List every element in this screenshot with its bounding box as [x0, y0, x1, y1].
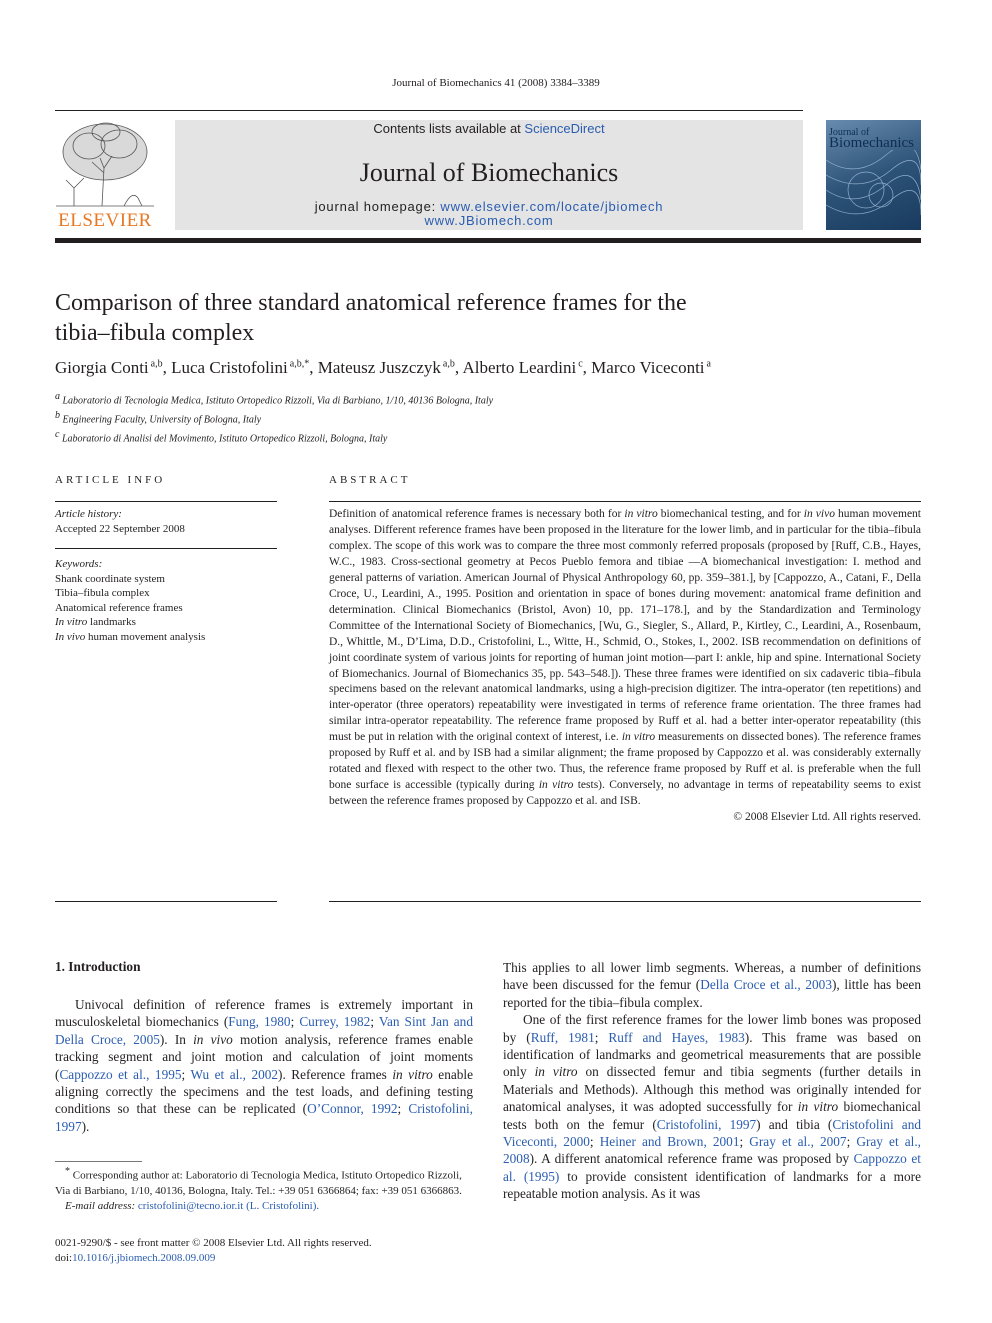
journal-title: Journal of Biomechanics	[359, 158, 619, 187]
citation-link[interactable]: Cappozzo et al. (1995)	[503, 1151, 921, 1184]
homepage-link-elsevier[interactable]: www.elsevier.com/locate/jbiomech	[440, 199, 664, 214]
keywords-block	[55, 557, 277, 644]
author-name: Alberto Leardini	[462, 358, 577, 377]
citation-link[interactable]: Della Croce et al., 2003	[700, 977, 832, 993]
article-info-rule	[55, 501, 277, 502]
keywords-list	[55, 572, 277, 645]
citation-link[interactable]: Wu et al., 2002	[190, 1066, 279, 1082]
affiliation-text: Laboratorio di Analisi del Movimento, Istituto Ortopedico Rizzoli, Bologna, Italy	[61, 432, 388, 444]
email-label: E-mail address:	[65, 1199, 138, 1212]
article-title-line1: Comparison of three standard anatomical reference frames for the	[55, 290, 687, 316]
affiliation-text: Laboratorio di Tecnologia Medica, Istituto Ortopedico Rizzoli, Via di Barbiano, 1/10, 40136 Bologna, Italy	[62, 395, 494, 407]
email-link[interactable]: cristofolini@tecno.ior.it	[137, 1199, 244, 1212]
abstract-copyright: © 2008 Elsevier Ltd. All rights reserved.	[733, 811, 921, 824]
cover-top-bar	[826, 110, 921, 120]
keyword: In vivo human movement analysis	[55, 630, 206, 643]
email-owner[interactable]: (L. Cristofolini).	[246, 1199, 320, 1212]
abstract-body	[329, 507, 921, 826]
sciencedirect-link[interactable]: ScienceDirect	[524, 121, 605, 136]
header-rule	[55, 110, 803, 111]
intro-paragraph-right-1: This applies to all lower limb segments. Whereas, a number of definitions have been discussed for the femur (Della Croce et al., 2003), little has been reported for the tibia–fibula complex.	[503, 960, 921, 1010]
abstract-bottom-rule	[329, 901, 921, 902]
article-history	[55, 507, 277, 536]
article-info-heading: ARTICLE INFO	[55, 474, 166, 486]
keyword: Tibia–fibula complex	[55, 587, 150, 599]
author-affil-sup: a	[704, 358, 711, 370]
author-name: Marco Viceconti	[591, 358, 705, 377]
cover-title-line1: Journal of	[829, 127, 870, 138]
author-name: Luca Cristofolini	[171, 358, 288, 377]
cover-title-line2: Biomechanics	[829, 135, 914, 151]
contents-prefix: Contents lists available at	[373, 121, 525, 136]
article-info-bottom-rule	[55, 901, 277, 902]
citation-link[interactable]: Gray et al., 2007	[749, 1134, 847, 1150]
keywords-rule	[55, 548, 277, 549]
keyword: Anatomical reference frames	[55, 601, 183, 614]
abstract-rule	[329, 501, 921, 502]
affiliation-key: a	[55, 391, 63, 402]
cover-art-icon	[826, 150, 921, 230]
citation-link[interactable]: Cristofolini, 1997	[656, 1116, 757, 1132]
keyword: Shank coordinate system	[55, 572, 165, 585]
keyword: In vitro landmarks	[55, 616, 136, 628]
citation-link[interactable]: Van Sint Jan and Della Croce, 2005	[55, 1014, 473, 1047]
footnote-star: *	[65, 1166, 70, 1177]
author-list: Giorgia Conti $^{a,b}$, Luca Cristofolini $^{a,b,*}$, Mateusz Juszczyk $^{a,b}$, Alberto Leardini $^c$, Marco Viceconti $^a$	[55, 358, 711, 377]
elsevier-tree-icon	[54, 118, 156, 210]
footnote-rule	[55, 1161, 142, 1162]
introduction-heading: 1. Introduction	[55, 959, 141, 974]
running-head: Journal of Biomechanics 41 (2008) 3384–3389	[392, 77, 600, 89]
page-footer	[55, 1236, 372, 1266]
article-title-line2: tibia–fibula complex	[55, 320, 255, 346]
keywords-label: Keywords:	[55, 558, 103, 570]
citation-link[interactable]: Ruff and Hayes, 1983	[608, 1029, 745, 1045]
citation-link[interactable]: Currey, 1982	[299, 1014, 371, 1030]
abstract-heading: ABSTRACT	[329, 474, 411, 486]
author-affil-sup: c	[576, 358, 583, 370]
author-name: Giorgia Conti	[55, 358, 149, 377]
issn-line: 0021-9290/$ - see front matter © 2008 Elsevier Ltd. All rights reserved.	[55, 1237, 372, 1249]
author-affil-sup: a,b,*	[287, 358, 310, 370]
abstract-text: Definition of anatomical reference frames is necessary both for in vitro biomechanical testing, and for in vivo human movement analyses. Different reference frames have been proposed in the literature for the lower limb, and in particular for the tibia–fibula complex. The scope of this work was to compare the three most commonly referred proposals (proposed by [Ruff, C.B., Hayes, W.C., 1983. Cross-sectional geometry at Pecos Pueblo femora and tibiae —A biomechanical investigation: I. method and general patterns of variation. American Journal of Physical Anthropology 60, pp. 359–381.], by [Cappozzo, A., Catani, F., Della Croce, U., Leardini, A., 1995. Position and orientation in space of bones during movement: anatomical frame definition and determination. Clinical Biomechanics (Bristol, Avon) 10, pp. 171–178.], and by the Standardization and Terminology Committee of the International Society of Biomechanics, [Wu, G., Siegler, S., Allard, P., Kirtley, C., Leardini, A., Rosenbaum, D., Whittle, M., D’Lima, D.D., Cristofolini, L., Witte, H., Schmid, O., Stokes, I., 2002. ISB recommendation on definitions of joint coordinate system of various joints for reporting of human joint motion—part I: ankle, hip and spine. International Society of Biomechanics. Journal of Biomechanics 35, pp. 543–548.]). These three frames were identified on six cadaveric tibia–fibula specimens based on the relevant anatomical landmarks, using a high-precision digitizer. The intra-operator (ten repetitions) and inter-operator (three operators) repeatability were investigated in terms of reference frame orientation. The three frames had similar intra-operator repeatability. The reference frame proposed by Ruff et al. had a better inter-operator repeatability (this must be put in relation with the original context of interest, i.e. in vitro measurements on dissected bones). The reference frames proposed by Ruff et al. and by ISB had a similar alignment; the frame proposed by Cappozzo et al. was considerably externally rotated and flexed with respect to the other two. Thus, the reference frame proposed by Ruff et al. is preferable when the full bone surface is accessible (typically during in vitro tests). Conversely, no advantage in terms of repeatability seems to exist between the reference frames proposed by Cappozzo et al. and ISB.	[329, 508, 921, 808]
affiliation-key: c	[55, 428, 62, 440]
affiliation	[55, 428, 921, 447]
citation-link[interactable]: Cristofolini, 1997	[55, 1101, 473, 1134]
citation-link[interactable]: Cristofolini and Viceconti, 2000	[503, 1116, 921, 1150]
contents-line	[175, 121, 803, 136]
journal-homepage	[175, 200, 803, 228]
cover-title	[829, 126, 918, 149]
accepted-date: Accepted 22 September 2008	[55, 522, 185, 535]
doi-link[interactable]: 10.1016/j.jbiomech.2008.09.009	[72, 1252, 216, 1264]
affiliation	[55, 390, 921, 409]
journal-cover[interactable]	[826, 110, 921, 230]
elsevier-logo[interactable]	[54, 118, 156, 230]
history-label: Article history:	[55, 508, 122, 520]
doi-label: doi:	[55, 1252, 73, 1264]
citation-link[interactable]: Ruff, 1981	[530, 1029, 595, 1045]
corresponding-author-footnote	[55, 1164, 473, 1214]
citation-link[interactable]: Gray et al., 2008	[503, 1134, 921, 1167]
affiliation-text: Engineering Faculty, University of Bologna, Italy	[62, 414, 262, 426]
homepage-prefix: journal homepage:	[314, 199, 441, 214]
affiliation-list	[55, 390, 921, 446]
intro-paragraph-right-2: One of the first reference frames for the lower limb bones was proposed by (Ruff, 1981; Ruff and Hayes, 1983). This frame was based on identification of landmarks and geometrical measurements that are possible only in vitro on dissected femur and tibia segments (further details in Materials and Methods). Although this method was originally intended for anatomical analyses, it was adopted successfully for in vitro biomechanical tests both on the femur (Cristofolini, 1997) and tibia (Cristofolini and Viceconti, 2000; Heiner and Brown, 2001; Gray et al., 2007; Gray et al., 2008). A different anatomical reference frame was proposed by Cappozzo et al. (1995) to provide consistent identification of landmarks for a more repeatable motion analysis. As it was	[503, 1012, 921, 1202]
author-affil-sup: a,b	[148, 358, 163, 370]
masthead-rule	[55, 238, 921, 243]
author-name: Mateusz Juszczyk	[317, 358, 441, 377]
affiliation-key: b	[55, 409, 63, 421]
citation-link[interactable]: Heiner and Brown, 2001	[599, 1134, 740, 1150]
affiliation	[55, 409, 921, 428]
citation-link[interactable]: Fung, 1980	[228, 1014, 291, 1030]
footnote-text: Corresponding author at: Laboratorio di Tecnologia Medica, Istituto Ortopedico Rizzoli, Via di Barbiano, 1/10, 40136, Bologna, Italy. Tel.: +39 051 6366864; fax: +39 051 6366863.	[55, 1169, 462, 1197]
intro-paragraph-left: Univocal definition of reference frames is extremely important in musculoskeletal biomechanics (Fung, 1980; Currey, 1982; Van Sint Jan and Della Croce, 2005). In in vivo motion analysis, reference frames enable tracking segment and joint motion and calculation of joint moments (Cappozzo et al., 1995; Wu et al., 2002). Reference frames in vitro enable aligning correctly the specimens and the test loads, and defining testing conditions so that these can be replicated (O’Connor, 1992; Cristofolini, 1997).	[55, 997, 474, 1134]
citation-link[interactable]: O’Connor, 1992	[307, 1101, 398, 1117]
article-title	[55, 288, 921, 348]
intro-column-right	[503, 959, 921, 1203]
elsevier-wordmark: ELSEVIER	[58, 210, 152, 231]
author-affil-sup: a,b	[440, 358, 455, 370]
homepage-link-jbiomech[interactable]: www.JBiomech.com	[424, 213, 554, 228]
citation-link[interactable]: Cappozzo et al., 1995	[59, 1066, 182, 1082]
